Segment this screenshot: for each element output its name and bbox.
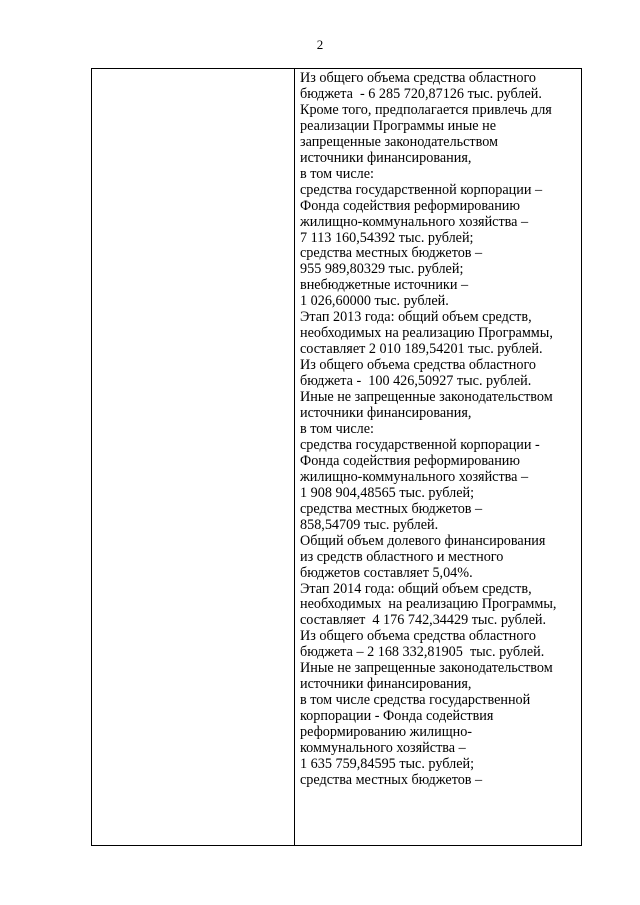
text-line: внебюджетные источники – [300, 277, 469, 294]
text-line: Иные не запрещенные законодательством [300, 389, 553, 406]
text-line: коммунального хозяйства – [300, 740, 466, 757]
text-line: корпорации - Фонда содействия [300, 708, 494, 725]
text-line: 1 635 759,84595 тыс. рублей; [300, 755, 475, 772]
text-line: 1 026,60000 тыс. рублей. [300, 293, 449, 310]
text-line: средства местных бюджетов – [300, 771, 483, 788]
text-line: 858,54709 тыс. рублей. [300, 516, 439, 533]
text-line: 1 908 904,48565 тыс. рублей; [300, 484, 475, 501]
text-line: средства местных бюджетов – [300, 245, 483, 262]
text-line: Этап 2013 года: общий объем средств, [300, 309, 532, 326]
text-line: средства государственной корпорации - [300, 436, 540, 453]
text-line: Иные не запрещенные законодательством [300, 660, 553, 677]
text-line: в том числе средства государственной [300, 692, 531, 709]
page-number: 2 [316, 37, 324, 52]
text-line: Этап 2014 года: общий объем средств, [300, 580, 532, 597]
text-line: из средств областного и местного [300, 548, 504, 565]
text-line: Общий объем долевого финансирования [300, 532, 546, 549]
text-line: составляет 2 010 189,54201 тыс. рублей. [300, 341, 543, 358]
table-right-cell [295, 69, 581, 845]
text-line: источники финансирования, [300, 149, 472, 166]
text-line: средства государственной корпорации – [300, 181, 543, 198]
text-line: источники финансирования, [300, 405, 472, 422]
text-line: необходимых на реализацию Программы, [300, 596, 557, 613]
text-line: реализации Программы иные не [300, 117, 497, 134]
text-line: необходимых на реализацию Программы, [300, 325, 553, 342]
text-line: жилищно-коммунального хозяйства – [300, 468, 529, 485]
text-line: жилищно-коммунального хозяйства – [300, 213, 529, 230]
text-line: реформированию жилищно- [300, 724, 473, 741]
text-line: Кроме того, предполагается привлечь для [300, 101, 552, 118]
text-line: Из общего объема средства областного [300, 70, 537, 86]
text-line: Фонда содействия реформированию [300, 197, 520, 214]
text-line: в том числе: [300, 165, 374, 182]
text-line: в том числе: [300, 420, 374, 437]
text-line: средства местных бюджетов – [300, 500, 483, 517]
text-line: бюджетов составляет 5,04%. [300, 564, 473, 581]
text-line: составляет 4 176 742,34429 тыс. рублей. [300, 612, 547, 629]
text-line: запрещенные законодательством [300, 133, 499, 150]
text-line: 7 113 160,54392 тыс. рублей; [300, 229, 474, 246]
text-line: бюджета - 100 426,50927 тыс. рублей. [300, 373, 532, 390]
text-line: источники финансирования, [300, 676, 472, 693]
text-line: Из общего объема средства областного [300, 357, 537, 374]
text-line: бюджета - 6 285 720,87126 тыс. рублей. [300, 85, 542, 102]
text-line: бюджета – 2 168 332,81905 тыс. рублей. [300, 644, 545, 661]
text-line: Фонда содействия реформированию [300, 452, 520, 469]
financing-table [91, 68, 582, 846]
text-line: Из общего объема средства областного [300, 628, 537, 645]
text-line: 955 989,80329 тыс. рублей; [300, 261, 464, 278]
table-left-cell [92, 69, 295, 845]
